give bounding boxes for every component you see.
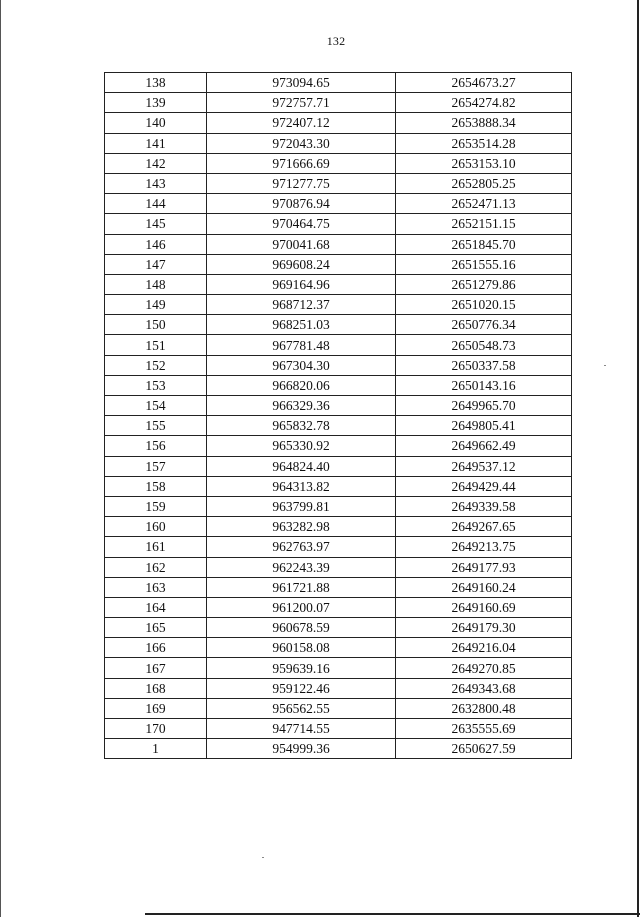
table-row [105,153,572,173]
x-coordinate-cell: 961721.88 [207,577,396,597]
point-number-cell: 159 [105,496,207,516]
x-coordinate-cell: 963799.81 [207,496,396,516]
point-number-cell: 147 [105,254,207,274]
table-row [105,274,572,294]
x-coordinate-cell: 959122.46 [207,678,396,698]
y-coordinate-cell: 2649267.65 [396,517,572,537]
table-row [105,618,572,638]
point-number-cell: 160 [105,517,207,537]
point-number-cell: 170 [105,719,207,739]
table-row [105,133,572,153]
table-row [105,295,572,315]
y-coordinate-cell: 2653514.28 [396,133,572,153]
y-coordinate-cell: 2635555.69 [396,719,572,739]
scan-speck [262,857,264,858]
y-coordinate-cell: 2651279.86 [396,274,572,294]
coordinate-table-body [105,73,572,759]
y-coordinate-cell: 2649213.75 [396,537,572,557]
point-number-cell: 167 [105,658,207,678]
point-number-cell: 169 [105,698,207,718]
page-edge-right [637,0,639,917]
x-coordinate-cell: 971277.75 [207,173,396,193]
point-number-cell: 1 [105,739,207,759]
table-row [105,315,572,335]
x-coordinate-cell: 962243.39 [207,557,396,577]
point-number-cell: 161 [105,537,207,557]
y-coordinate-cell: 2649160.69 [396,597,572,617]
y-coordinate-cell: 2650143.16 [396,375,572,395]
x-coordinate-cell: 972043.30 [207,133,396,153]
y-coordinate-cell: 2649537.12 [396,456,572,476]
table-row [105,194,572,214]
table-row [105,658,572,678]
table-row [105,577,572,597]
x-coordinate-cell: 966820.06 [207,375,396,395]
x-coordinate-cell: 954999.36 [207,739,396,759]
table-row [105,416,572,436]
y-coordinate-cell: 2632800.48 [396,698,572,718]
point-number-cell: 149 [105,295,207,315]
x-coordinate-cell: 962763.97 [207,537,396,557]
table-row [105,254,572,274]
table-row [105,719,572,739]
table-row [105,335,572,355]
x-coordinate-cell: 947714.55 [207,719,396,739]
page-edge-bottom [145,913,640,915]
point-number-cell: 140 [105,113,207,133]
y-coordinate-cell: 2649177.93 [396,557,572,577]
y-coordinate-cell: 2653153.10 [396,153,572,173]
y-coordinate-cell: 2651555.16 [396,254,572,274]
y-coordinate-cell: 2649339.58 [396,496,572,516]
coordinate-table [104,72,572,759]
x-coordinate-cell: 964824.40 [207,456,396,476]
table-row [105,93,572,113]
point-number-cell: 166 [105,638,207,658]
y-coordinate-cell: 2649179.30 [396,618,572,638]
table-row [105,73,572,93]
y-coordinate-cell: 2652805.25 [396,173,572,193]
x-coordinate-cell: 960678.59 [207,618,396,638]
table-row [105,214,572,234]
x-coordinate-cell: 960158.08 [207,638,396,658]
point-number-cell: 162 [105,557,207,577]
y-coordinate-cell: 2652471.13 [396,194,572,214]
x-coordinate-cell: 965330.92 [207,436,396,456]
y-coordinate-cell: 2649216.04 [396,638,572,658]
y-coordinate-cell: 2650337.58 [396,355,572,375]
y-coordinate-cell: 2649965.70 [396,396,572,416]
table-row [105,597,572,617]
x-coordinate-cell: 963282.98 [207,517,396,537]
x-coordinate-cell: 970876.94 [207,194,396,214]
y-coordinate-cell: 2651845.70 [396,234,572,254]
point-number-cell: 156 [105,436,207,456]
table-row [105,375,572,395]
x-coordinate-cell: 967304.30 [207,355,396,375]
point-number-cell: 154 [105,396,207,416]
y-coordinate-cell: 2649662.49 [396,436,572,456]
x-coordinate-cell: 961200.07 [207,597,396,617]
point-number-cell: 155 [105,416,207,436]
table-row [105,456,572,476]
x-coordinate-cell: 968251.03 [207,315,396,335]
x-coordinate-cell: 968712.37 [207,295,396,315]
point-number-cell: 141 [105,133,207,153]
x-coordinate-cell: 971666.69 [207,153,396,173]
point-number-cell: 143 [105,173,207,193]
point-number-cell: 139 [105,93,207,113]
point-number-cell: 151 [105,335,207,355]
y-coordinate-cell: 2650627.59 [396,739,572,759]
x-coordinate-cell: 966329.36 [207,396,396,416]
point-number-cell: 152 [105,355,207,375]
point-number-cell: 165 [105,618,207,638]
point-number-cell: 144 [105,194,207,214]
y-coordinate-cell: 2649270.85 [396,658,572,678]
y-coordinate-cell: 2649343.68 [396,678,572,698]
point-number-cell: 157 [105,456,207,476]
y-coordinate-cell: 2649160.24 [396,577,572,597]
table-row [105,496,572,516]
point-number-cell: 148 [105,274,207,294]
scan-speck [604,365,606,366]
x-coordinate-cell: 964313.82 [207,476,396,496]
page-edge-left [0,0,1,917]
x-coordinate-cell: 969164.96 [207,274,396,294]
table-row [105,113,572,133]
y-coordinate-cell: 2649805.41 [396,416,572,436]
table-row [105,517,572,537]
table-row [105,698,572,718]
x-coordinate-cell: 956562.55 [207,698,396,718]
y-coordinate-cell: 2651020.15 [396,295,572,315]
table-row [105,355,572,375]
x-coordinate-cell: 970041.68 [207,234,396,254]
x-coordinate-cell: 970464.75 [207,214,396,234]
point-number-cell: 153 [105,375,207,395]
point-number-cell: 145 [105,214,207,234]
y-coordinate-cell: 2653888.34 [396,113,572,133]
table-row [105,234,572,254]
y-coordinate-cell: 2654274.82 [396,93,572,113]
table-row [105,436,572,456]
y-coordinate-cell: 2652151.15 [396,214,572,234]
table-row [105,678,572,698]
table-row [105,173,572,193]
x-coordinate-cell: 967781.48 [207,335,396,355]
point-number-cell: 146 [105,234,207,254]
x-coordinate-cell: 973094.65 [207,73,396,93]
page-number: 132 [326,34,346,48]
point-number-cell: 164 [105,597,207,617]
x-coordinate-cell: 965832.78 [207,416,396,436]
y-coordinate-cell: 2649429.44 [396,476,572,496]
x-coordinate-cell: 972757.71 [207,93,396,113]
y-coordinate-cell: 2650776.34 [396,315,572,335]
table-row [105,396,572,416]
table-row [105,537,572,557]
table-row [105,638,572,658]
point-number-cell: 142 [105,153,207,173]
y-coordinate-cell: 2650548.73 [396,335,572,355]
point-number-cell: 150 [105,315,207,335]
table-row [105,476,572,496]
point-number-cell: 158 [105,476,207,496]
table-row [105,557,572,577]
table-row [105,739,572,759]
x-coordinate-cell: 959639.16 [207,658,396,678]
point-number-cell: 163 [105,577,207,597]
x-coordinate-cell: 969608.24 [207,254,396,274]
y-coordinate-cell: 2654673.27 [396,73,572,93]
x-coordinate-cell: 972407.12 [207,113,396,133]
point-number-cell: 168 [105,678,207,698]
point-number-cell: 138 [105,73,207,93]
